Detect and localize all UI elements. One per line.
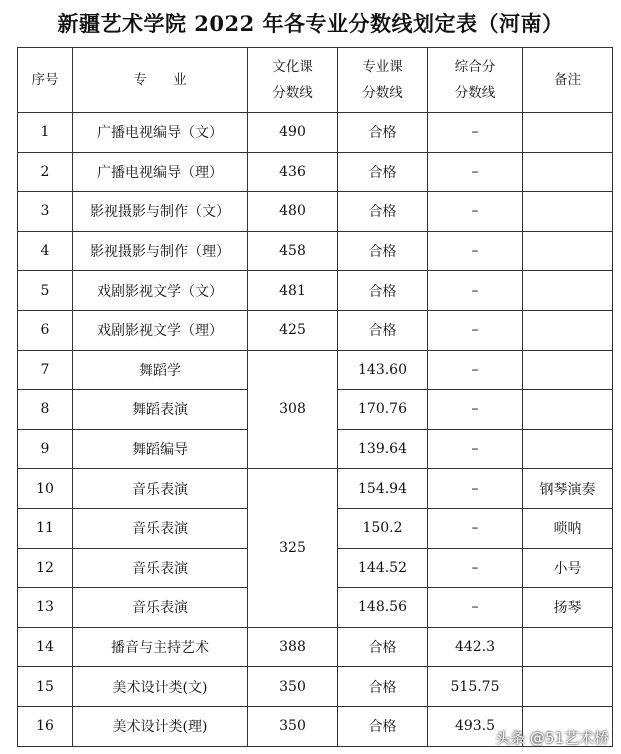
cell-specialty: 合格	[338, 706, 428, 746]
header-index: 序号	[18, 48, 73, 113]
cell-notes	[523, 667, 613, 707]
header-notes: 备注	[523, 48, 613, 113]
cell-culture: 458	[248, 231, 338, 271]
table-row	[18, 350, 613, 390]
cell-major: 音乐表演	[73, 588, 248, 628]
cell-notes: 唢呐	[523, 508, 613, 548]
header-combined-line1: 综合分	[454, 59, 496, 75]
cell-major: 美术设计类(文)	[73, 667, 248, 707]
cell-notes	[523, 192, 613, 232]
cell-culture-merged: 325	[248, 469, 338, 627]
page-title: 新疆艺术学院 2022 年各专业分数线划定表（河南）	[57, 11, 564, 36]
cell-index: 11	[18, 508, 73, 548]
cell-notes	[523, 113, 613, 153]
cell-combined: 493.5	[428, 706, 523, 746]
cell-combined: –	[428, 231, 523, 271]
cell-specialty: 合格	[338, 192, 428, 232]
cell-specialty: 合格	[338, 152, 428, 192]
cell-combined: 515.75	[428, 667, 523, 707]
cell-notes	[523, 152, 613, 192]
cell-major: 音乐表演	[73, 469, 248, 509]
cell-major: 播音与主持艺术	[73, 627, 248, 667]
score-table	[17, 47, 613, 747]
cell-index: 3	[18, 192, 73, 232]
cell-specialty: 150.2	[338, 508, 428, 548]
cell-specialty: 139.64	[338, 429, 428, 469]
cell-notes: 扬琴	[523, 588, 613, 628]
table-row	[18, 310, 613, 350]
cell-combined: –	[428, 113, 523, 153]
cell-index: 15	[18, 667, 73, 707]
cell-major: 广播电视编导（文）	[73, 113, 248, 153]
table-row	[18, 271, 613, 311]
cell-major: 戏剧影视文学（理）	[73, 310, 248, 350]
cell-major: 戏剧影视文学（文）	[73, 271, 248, 311]
table-row	[18, 113, 613, 153]
cell-culture: 436	[248, 152, 338, 192]
cell-notes: 小号	[523, 548, 613, 588]
cell-major: 影视摄影与制作（文）	[73, 192, 248, 232]
cell-index: 8	[18, 390, 73, 430]
cell-specialty: 154.94	[338, 469, 428, 509]
cell-specialty: 170.76	[338, 390, 428, 430]
cell-index: 9	[18, 429, 73, 469]
cell-major: 音乐表演	[73, 548, 248, 588]
cell-major: 舞蹈学	[73, 350, 248, 390]
cell-combined: –	[428, 192, 523, 232]
cell-culture: 425	[248, 310, 338, 350]
cell-notes	[523, 429, 613, 469]
cell-culture: 350	[248, 706, 338, 746]
cell-combined: –	[428, 390, 523, 430]
table-row	[18, 152, 613, 192]
cell-combined: –	[428, 508, 523, 548]
cell-notes: 钢琴演奏	[523, 469, 613, 509]
cell-index: 2	[18, 152, 73, 192]
cell-culture: 388	[248, 627, 338, 667]
header-culture	[248, 48, 338, 113]
cell-specialty: 148.56	[338, 588, 428, 628]
cell-major: 舞蹈表演	[73, 390, 248, 430]
cell-specialty: 合格	[338, 113, 428, 153]
cell-combined: –	[428, 310, 523, 350]
cell-combined: –	[428, 350, 523, 390]
cell-culture: 481	[248, 271, 338, 311]
header-specialty-line1: 专业课	[362, 59, 403, 75]
cell-notes	[523, 310, 613, 350]
cell-culture: 490	[248, 113, 338, 153]
cell-index: 14	[18, 627, 73, 667]
cell-index: 4	[18, 231, 73, 271]
cell-culture: 480	[248, 192, 338, 232]
cell-index: 12	[18, 548, 73, 588]
table-row	[18, 469, 613, 509]
cell-specialty: 合格	[338, 627, 428, 667]
cell-specialty: 合格	[338, 667, 428, 707]
cell-index: 1	[18, 113, 73, 153]
cell-major: 音乐表演	[73, 508, 248, 548]
cell-combined: –	[428, 152, 523, 192]
cell-major: 影视摄影与制作（理）	[73, 231, 248, 271]
cell-major: 舞蹈编导	[73, 429, 248, 469]
cell-combined: –	[428, 548, 523, 588]
cell-index: 7	[18, 350, 73, 390]
cell-specialty: 143.60	[338, 350, 428, 390]
cell-index: 5	[18, 271, 73, 311]
cell-notes	[523, 627, 613, 667]
table-header-row	[18, 48, 613, 113]
cell-combined: –	[428, 271, 523, 311]
cell-combined: –	[428, 469, 523, 509]
cell-combined: –	[428, 429, 523, 469]
cell-specialty: 合格	[338, 310, 428, 350]
cell-notes	[523, 350, 613, 390]
cell-specialty: 合格	[338, 231, 428, 271]
cell-combined: 442.3	[428, 627, 523, 667]
cell-specialty: 144.52	[338, 548, 428, 588]
cell-culture: 350	[248, 667, 338, 707]
watermark: 头条 @51艺术桥	[495, 729, 609, 747]
header-combined	[428, 48, 523, 113]
header-combined-line2: 分数线	[454, 85, 496, 101]
table-row	[18, 231, 613, 271]
header-culture-line1: 文化课	[272, 59, 313, 75]
header-culture-line2: 分数线	[272, 85, 313, 101]
cell-index: 6	[18, 310, 73, 350]
cell-culture-merged: 308	[248, 350, 338, 469]
cell-index: 10	[18, 469, 73, 509]
table-row	[18, 627, 613, 667]
cell-notes	[523, 231, 613, 271]
cell-major: 广播电视编导（理）	[73, 152, 248, 192]
header-specialty	[338, 48, 428, 113]
cell-index: 16	[18, 706, 73, 746]
cell-combined: –	[428, 588, 523, 628]
cell-notes	[523, 390, 613, 430]
cell-major: 美术设计类(理)	[73, 706, 248, 746]
header-major: 专 业	[73, 48, 248, 113]
cell-notes	[523, 271, 613, 311]
table-row	[18, 667, 613, 707]
table-row	[18, 192, 613, 232]
header-specialty-line2: 分数线	[362, 85, 403, 101]
cell-specialty: 合格	[338, 271, 428, 311]
cell-index: 13	[18, 588, 73, 628]
